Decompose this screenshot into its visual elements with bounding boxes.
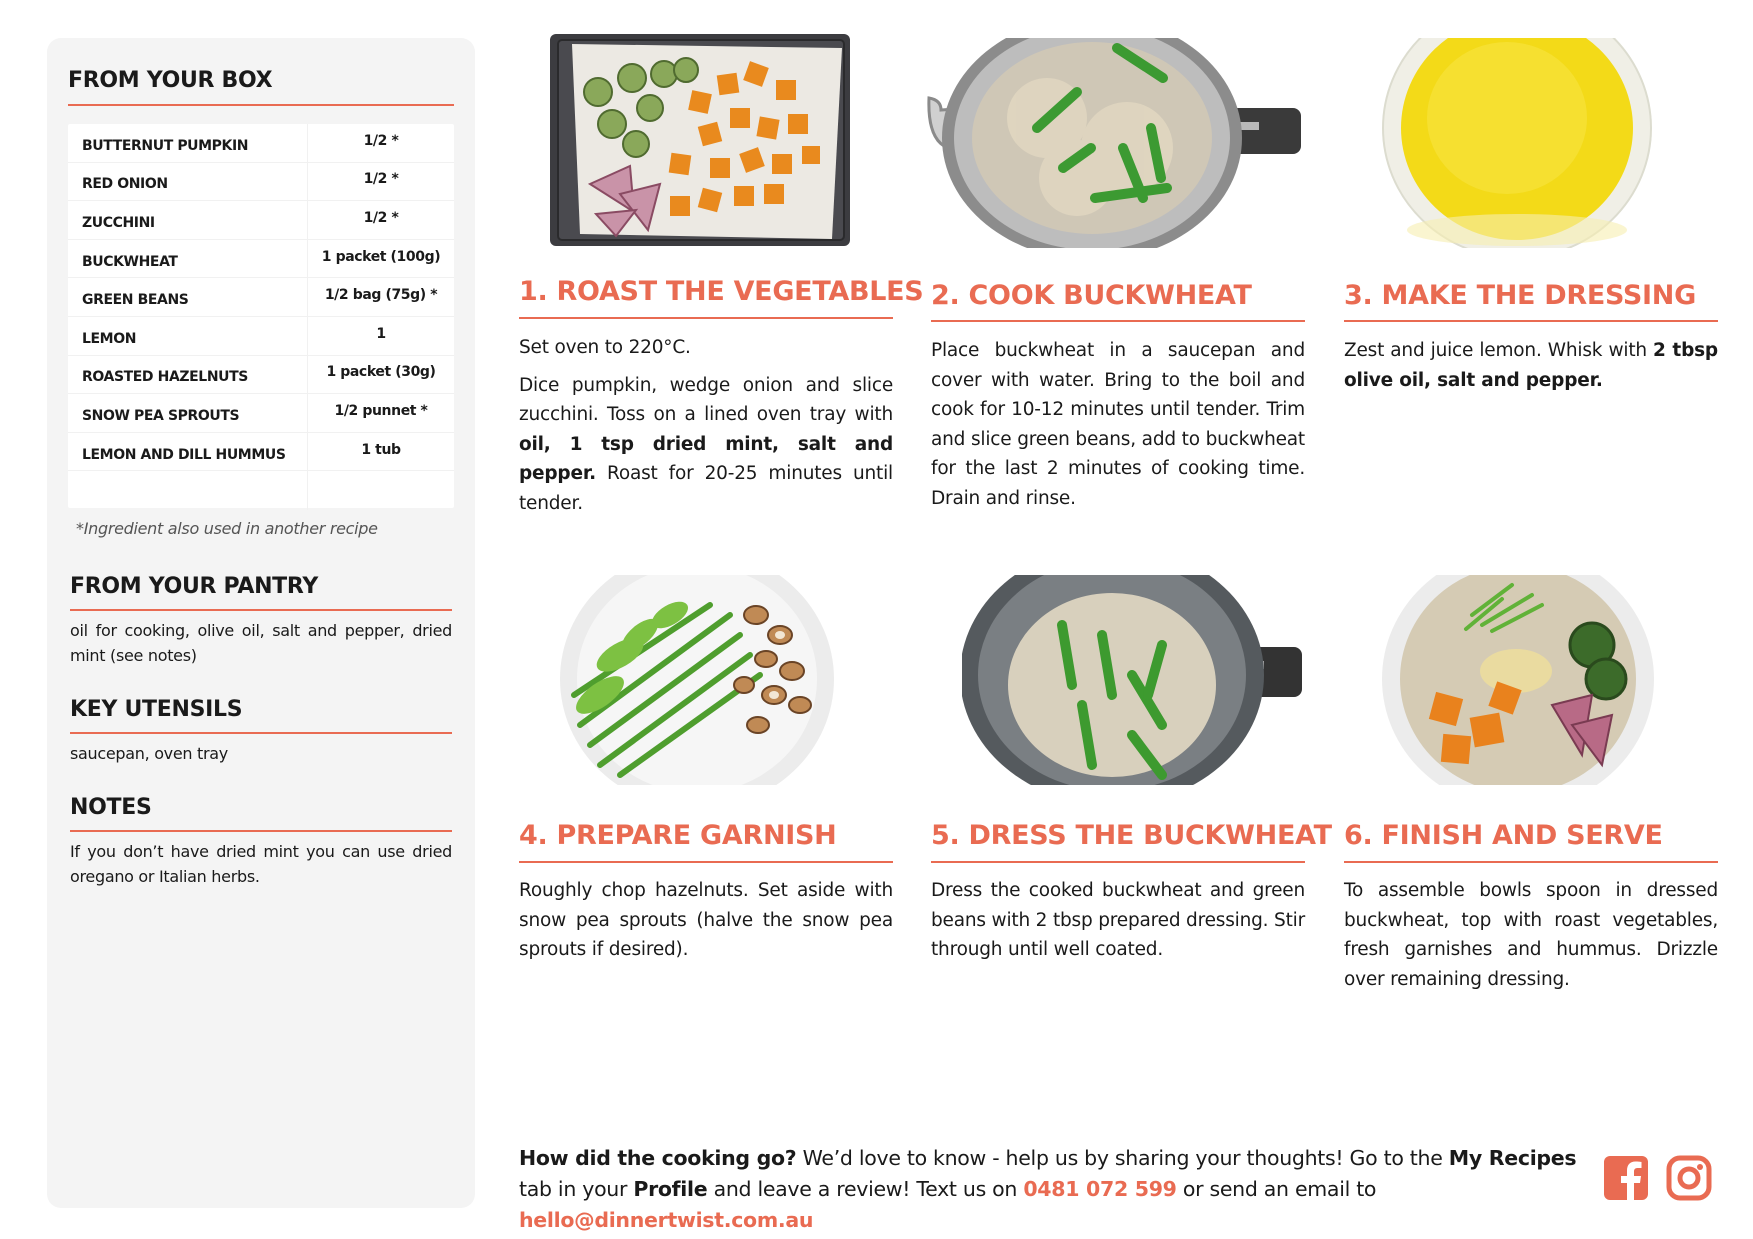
ingredient-name: BUCKWHEAT	[68, 240, 308, 278]
ingredient-name: LEMON	[68, 317, 308, 355]
step-1-title: 1. ROAST THE VEGETABLES	[519, 276, 924, 307]
footer-emphasis: My Recipes	[1448, 1146, 1577, 1170]
ingredient-row-empty	[68, 471, 454, 510]
step-paragraph	[519, 876, 893, 965]
step-3-photo	[1382, 38, 1652, 248]
box-ingredients-heading: FROM YOUR BOX	[68, 68, 273, 93]
utensils-text: saucepan, oven tray	[70, 744, 228, 763]
footer-text: or send an email to	[1176, 1177, 1377, 1201]
ingredient-row	[68, 356, 454, 395]
notes-text: If you don’t have dried mint you can use dried oregano or Italian herbs.	[70, 842, 452, 886]
step-3-title: 3. MAKE THE DRESSING	[1344, 280, 1696, 311]
ingredient-quantity: 1/2 *	[363, 209, 399, 226]
footer-text: tab in your	[519, 1177, 634, 1201]
ingredient-row	[68, 201, 454, 240]
step-text-run: To assemble bowls spoon in dressed buckwheat, top with roast vegetables, fresh garnishes and hummus. Drizzle over remaining dressing.	[1344, 880, 1718, 990]
ingredient-row	[68, 240, 454, 279]
step-paragraph	[931, 876, 1305, 965]
step-5-rule	[931, 861, 1305, 863]
ingredient-row	[68, 163, 454, 202]
ingredient-footnote: *Ingredient also used in another recipe	[76, 519, 378, 538]
step-paragraph	[1344, 336, 1718, 395]
step-text-run: Zest and juice lemon. Whisk with	[1344, 340, 1654, 361]
footer-emphasis: Profile	[633, 1177, 708, 1201]
footer-text: We’d love to know - help us by sharing your thoughts! Go to the	[796, 1146, 1449, 1170]
step-5-title: 5. DRESS THE BUCKWHEAT	[931, 820, 1332, 851]
step-5-photo	[962, 575, 1302, 785]
step-1-text	[519, 333, 893, 518]
ingredient-quantity: 1/2 punnet *	[334, 402, 428, 419]
ingredient-row	[68, 394, 454, 433]
ingredient-quantity: 1/2 *	[363, 132, 399, 149]
ingredients-sidebar	[47, 38, 475, 1208]
step-ingredient-emphasis: 2 tbsp olive oil, salt and pepper.	[1344, 340, 1718, 391]
facebook-icon[interactable]	[1603, 1155, 1649, 1201]
step-2-rule	[931, 320, 1305, 322]
ingredient-quantity: 1 packet (30g)	[326, 364, 436, 381]
step-paragraph	[1344, 876, 1718, 994]
step-6-text	[1344, 876, 1718, 994]
ingredient-quantity	[308, 471, 454, 510]
phone-link[interactable]: 0481 072 599	[1023, 1177, 1177, 1201]
step-1-rule	[519, 317, 893, 319]
ingredient-name: SNOW PEA SPROUTS	[68, 394, 308, 432]
ingredient-name: GREEN BEANS	[68, 278, 308, 316]
step-paragraph	[931, 336, 1305, 513]
heading-rule	[70, 830, 452, 832]
step-2-text	[931, 336, 1305, 513]
step-2-title: 2. COOK BUCKWHEAT	[931, 280, 1252, 311]
step-text-run: Roughly chop hazelnuts. Set aside with snow pea sprouts (halve the snow pea sprouts if desired).	[519, 880, 893, 960]
heading-rule	[68, 104, 454, 106]
ingredients-table	[68, 124, 454, 508]
ingredient-name: RED ONION	[68, 163, 308, 201]
pantry-heading: FROM YOUR PANTRY	[70, 574, 318, 599]
step-5-text	[931, 876, 1305, 965]
step-4-rule	[519, 861, 893, 863]
ingredient-row	[68, 433, 454, 472]
step-text-run: Set oven to 220°C.	[519, 337, 691, 358]
notes-heading: NOTES	[70, 795, 152, 820]
ingredient-quantity: 1 tub	[361, 441, 401, 458]
step-3-text	[1344, 336, 1718, 395]
ingredient-row	[68, 317, 454, 356]
step-4-photo	[560, 575, 834, 785]
step-text-run: Place buckwheat in a saucepan and cover with water. Bring to the boil and cook for 10-12 minutes until tender. Trim and slice green beans, add to buckwheat for the last 2 minutes of cooking time. Drain and rinse.	[931, 340, 1305, 509]
ingredient-quantity: 1/2 *	[363, 171, 399, 188]
ingredient-name: BUTTERNUT PUMPKIN	[68, 124, 308, 162]
ingredient-quantity: 1/2 bag (75g) *	[324, 287, 438, 304]
email-link[interactable]: hello@dinnertwist.com.au	[519, 1208, 814, 1232]
step-1-photo	[550, 34, 850, 246]
step-paragraph	[519, 371, 893, 519]
heading-rule	[70, 732, 452, 734]
step-6-photo	[1382, 575, 1654, 785]
step-2-photo	[927, 38, 1301, 248]
step-text-run: Dress the cooked buckwheat and green beans with 2 tbsp prepared dressing. Stir through until well coated.	[931, 880, 1305, 960]
instagram-icon[interactable]	[1666, 1155, 1712, 1201]
step-6-rule	[1344, 861, 1718, 863]
ingredient-quantity: 1	[376, 325, 386, 342]
ingredient-row	[68, 124, 454, 163]
footer-emphasis: How did the cooking go?	[519, 1146, 797, 1170]
utensils-heading: KEY UTENSILS	[70, 697, 243, 722]
step-3-rule	[1344, 320, 1718, 322]
footer-text: and leave a review! Text us on	[707, 1177, 1024, 1201]
step-6-title: 6. FINISH AND SERVE	[1344, 820, 1663, 851]
ingredient-name: ZUCCHINI	[68, 201, 308, 239]
step-4-title: 4. PREPARE GARNISH	[519, 820, 837, 851]
ingredient-name	[68, 471, 308, 510]
ingredient-quantity: 1 packet (100g)	[321, 248, 441, 265]
step-text-run: Roast for 20-25 minutes until tender.	[519, 463, 893, 514]
ingredient-row	[68, 278, 454, 317]
step-4-text	[519, 876, 893, 965]
step-text-run: Dice pumpkin, wedge onion and slice zucchini. Toss on a lined oven tray with	[519, 374, 893, 425]
ingredient-name: ROASTED HAZELNUTS	[68, 356, 308, 394]
heading-rule	[70, 609, 452, 611]
ingredient-name: LEMON AND DILL HUMMUS	[68, 433, 308, 471]
step-paragraph	[519, 333, 893, 363]
step-ingredient-emphasis: oil, 1 tsp dried mint, salt and pepper.	[519, 433, 893, 484]
feedback-footer	[519, 1143, 1579, 1236]
pantry-text: oil for cooking, olive oil, salt and pepper, dried mint (see notes)	[70, 621, 452, 665]
